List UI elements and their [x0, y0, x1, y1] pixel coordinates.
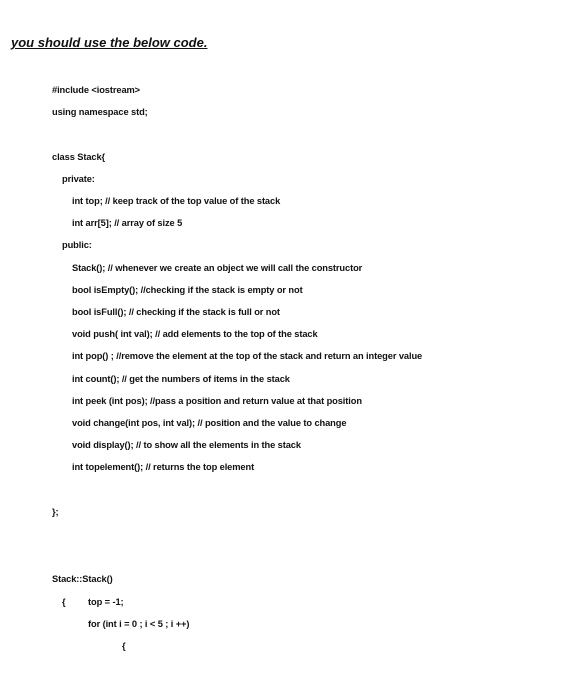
- code-line-topelement-decl: int topelement(); // returns the top element: [72, 462, 255, 472]
- code-line-ctor-open-brace: {: [62, 597, 66, 607]
- code-line-class-open: class Stack{: [52, 152, 106, 162]
- code-line-display-decl: void display(); // to show all the elements in the stack: [72, 440, 301, 450]
- code-line-arr-decl: int arr[5]; // array of size 5: [72, 218, 183, 228]
- code-line-ctor-def: Stack::Stack(): [52, 574, 113, 584]
- code-line-top-decl: int top; // keep track of the top value of the stack: [72, 196, 281, 206]
- code-line-pop-decl: int pop() ; //remove the element at the top of the stack and return an integer value: [72, 351, 423, 361]
- code-line-for-open-brace: {: [122, 641, 126, 651]
- code-line-include: #include <iostream>: [52, 85, 141, 95]
- page-heading: you should use the below code.: [11, 35, 208, 50]
- code-line-public: public:: [62, 240, 92, 250]
- code-line-for-loop: for (int i = 0 ; i < 5 ; i ++): [88, 619, 190, 629]
- code-line-class-close: };: [52, 507, 59, 517]
- code-line-isempty-decl: bool isEmpty(); //checking if the stack is empty or not: [72, 285, 303, 295]
- code-line-ctor-top: top = -1;: [88, 597, 124, 607]
- code-line-isfull-decl: bool isFull(); // checking if the stack is full or not: [72, 307, 280, 317]
- code-line-push-decl: void push( int val); // add elements to the top of the stack: [72, 329, 318, 339]
- code-line-peek-decl: int peek (int pos); //pass a position and return value at that position: [72, 396, 362, 406]
- code-line-change-decl: void change(int pos, int val); // position and the value to change: [72, 418, 347, 428]
- code-line-count-decl: int count(); // get the numbers of items in the stack: [72, 374, 290, 384]
- code-line-ctor-decl: Stack(); // whenever we create an object we will call the constructor: [72, 263, 363, 273]
- code-line-using: using namespace std;: [52, 107, 148, 117]
- code-line-private: private:: [62, 174, 95, 184]
